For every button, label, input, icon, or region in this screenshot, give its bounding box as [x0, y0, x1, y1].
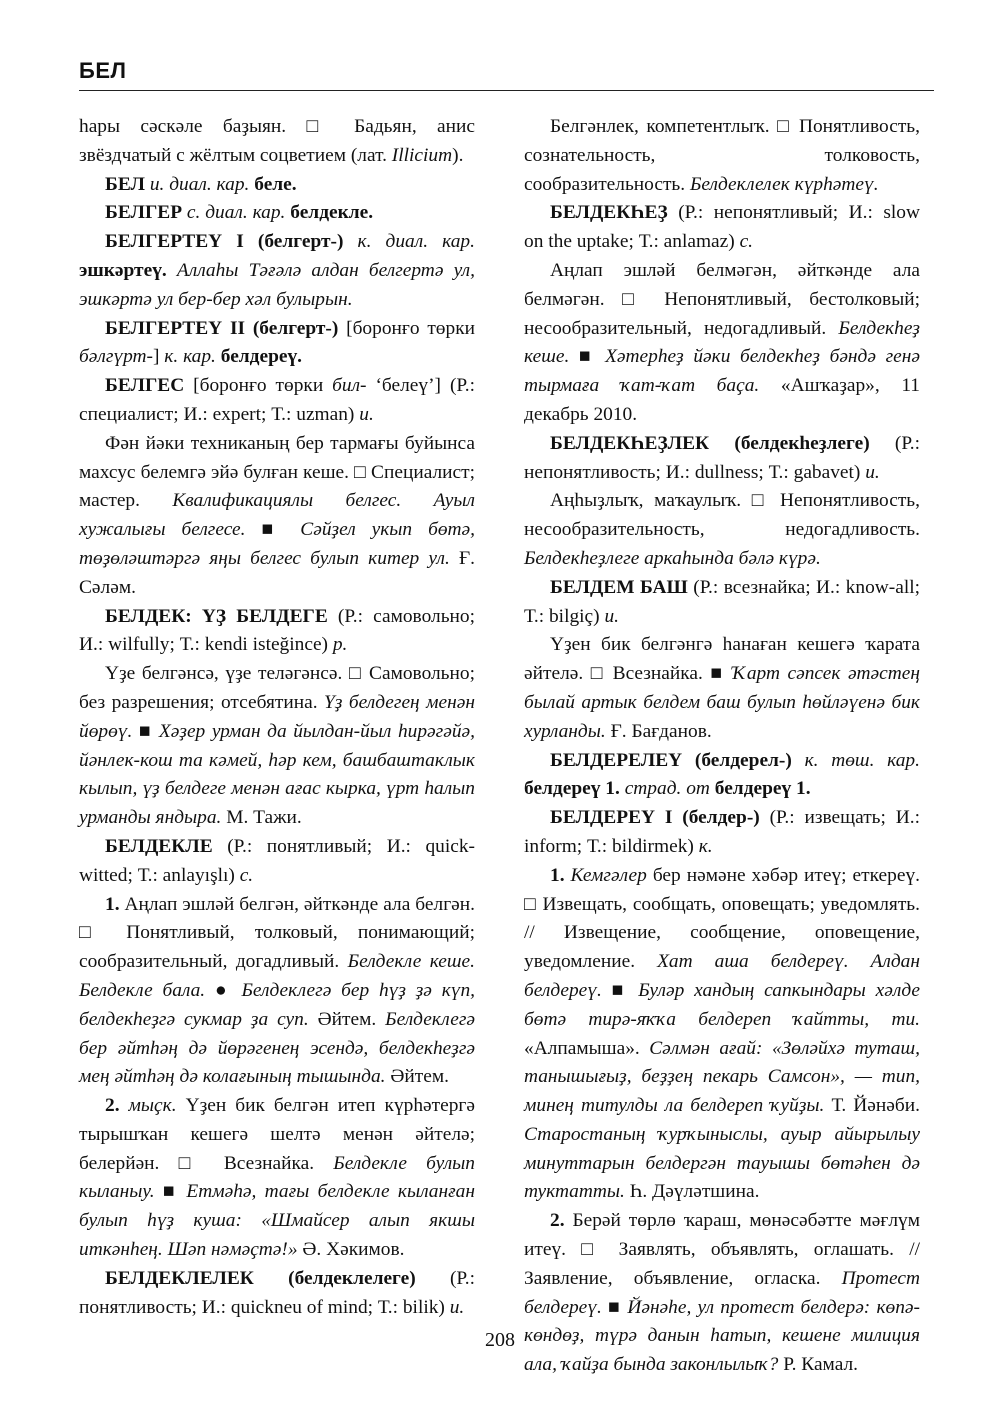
dictionary-paragraph: БЕЛДЕКҺЕҘЛЕК (белдекһеҙлеге) (Р.: непонятливость; И.: dullness; Т.: gabavet) и. [524, 432, 920, 483]
right-column [524, 113, 920, 1380]
header-rule [79, 90, 934, 91]
dictionary-paragraph: 2. мыҫк. Үҙен бик белгән итеп күрһәтергә тырышҡан кешегә шелтә менән әйтелә; белерйән. □ Всезнайка. Белдекле булып кыланыу. ■ Етмәһә, тағы белдекле кыланған булып һүҙ куша: «Шмайсер алып якшы иткәнһең. Шәп нәмәҫтә!» Ә. Хәкимов. [79, 1095, 475, 1261]
dictionary-paragraph: БЕЛГЕС [боронғо төрки бил- ‘белеү’] (Р.: специалист; И.: expert; Т.: uzman) и. [79, 375, 475, 425]
dictionary-paragraph: һары сәскәле баҙыян. □ Бадьян, анис звёздчатый с жёлтым соцветием (лат. Illicium). [79, 116, 475, 166]
dictionary-paragraph: БЕЛ и. диал. кар. беле. [105, 173, 297, 195]
dictionary-paragraph: Фән йәки техниканың бер тармағы буйынса махсус белемгә эйә булған кеше. □ Специалист; мастер. Квалификациялы белгес. Ауыл хужалығы белгесе. ■ Сәйҙел укып бөтә, төҙөләштәргә яңы белгес булып китер ул. Ғ. Сәләм. [79, 432, 475, 598]
dictionary-paragraph: БЕЛДЕКЛЕЛЕК (белдеклелеге) (Р.: понятливость; И.: quickneu of mind; Т.: bilik) и. [79, 1267, 475, 1318]
dictionary-paragraph: БЕЛГЕРТЕҮ II (белгерт-) [боронғо төрки бәлгүрт-] к. кар. белдереү. [79, 317, 475, 368]
dictionary-paragraph: БЕЛДЕРЕЛЕҮ (белдерел-) к. төш. кар. белдереү 1. страд. от белдереү 1. [524, 749, 920, 800]
dictionary-paragraph: БЕЛГЕР с. диал. кар. белдекле. [105, 202, 374, 224]
dictionary-paragraph: БЕЛДЕМ БАШ (Р.: всезнайка; И.: know-all; Т.: bilgiç) и. [524, 576, 920, 627]
dictionary-paragraph: Аңһыҙлыҡ, маҡаулыҡ. □ Непонятливость, несообразительность, недогадливость. Белдекһеҙлеге аркаһында бәлә күрә. [524, 490, 920, 569]
dictionary-paragraph: БЕЛДЕКЛЕ (Р.: понятливый; И.: quick-witted; Т.: anlayışlı) с. [79, 835, 475, 886]
dictionary-paragraph: БЕЛДЕКҺЕҘ (Р.: непонятливый; И.: slow on the uptake; Т.: anlamaz) с. [524, 202, 920, 253]
dictionary-paragraph: БЕЛГЕРТЕҮ I (белгерт-) к. диал. кар. эшкәртеү. Аллаһы Тәғәлә алдан белгертә ул, эшкәртә ул бер-бер хәл булырын. [79, 231, 475, 310]
dictionary-paragraph: 2. Берәй төрлө ҡараш, мөнәсәбәтте мәғлүм итеү. □ Заявлять, объявлять, оглашать. // Заявление, объявление, огласка. Протест белдереү. ■ Йәнәһе, ул протест белдерә: көпә-көндөҙ, түрә данын һатып, кешене милиция ала, ҡайҙа бында законлылыҡ? Р. Камал. [524, 1210, 920, 1376]
dictionary-paragraph: БЕЛДЕК: ҮҘ БЕЛДЕГЕ (Р.: самовольно; И.: wilfully; Т.: kendi isteğince) р. [79, 605, 475, 656]
dictionary-paragraph: Белгәнлек, компетентлыҡ. □ Понятливость, сознательность, толковость, сообразительность. Белдеклелек күрһәтеү. [524, 116, 920, 195]
page-number: 208 [485, 1329, 515, 1351]
dictionary-paragraph: Аңлап эшләй белмәгән, әйткәнде ала белмәгән. □ Непонятливый, бестолковый; несообразительный, недогадливый. Белдекһеҙ кеше. ■ Хәтерһеҙ йәки белдекһеҙ бәндә генә тырмаға ҡат-ҡат баҫа. «Ашҡаҙар», 11 декабрь 2010. [524, 259, 920, 425]
dictionary-paragraph: Үҙен бик белгәнгә һанаған кешегә ҡарата әйтелә. □ Всезнайка. ■ Ҡарт сәпсек әтәстең былай артык белдем баш булып һөйләүенә бик хурланды. Ғ. Бағданов. [524, 634, 921, 742]
running-head: БЕЛ [79, 58, 127, 83]
dictionary-paragraph: Үҙе белгәнсә, үҙе теләгәнсә. □ Самовольно; без разрешения; отсебятина. Үҙ белдегең менән йөрөү. ■ Хәҙер урман да йылдан-йыл һирәгәйә, йәнлек-кош та кәмей, һәр кем, башбаштаклык кылып, үҙ белдеге менән ағас кырка, үрт һалып урманды яндыра. М. Тажи. [79, 663, 475, 829]
dictionary-paragraph: 1. Аңлап эшләй белгән, әйткәнде ала белгән. □ Понятливый, толковый, понимающий; сообразительный, догадливый. Белдекле кеше. Белдекле бала. ● Белдеклегә бер һүҙ ҙә күп, белдекһеҙгә сукмар ҙа суп. Әйтем. Белдеклегә бер әйтһәң дә йөрәгенең эсендә, белдекһеҙгә мең әйтһәң дә колағының тышында. Әйтем. [79, 893, 475, 1088]
dictionary-paragraph: БЕЛДЕРЕҮ I (белдер-) (Р.: извещать; И.: inform; Т.: bildirmek) к. [524, 807, 920, 857]
dictionary-paragraph: 1. Кемгәлер бер нәмәне хәбәр итеү; еткереү. □ Извещать, сообщать, оповещать; уведомлять. // Извещение, сообщение, оповещение, уведомление. Хат аша белдереү. Алдан белдереү. ■ Буләр хандың сапкындары хәлде бөтә тирә-яҡҡа белдереп ҡайтты, ти. «Алпамыша». Сәлмән ағай: «Зөләйхә туташ, танышығыҙ, беҙҙең пекарь Самсон», — тип, минең титулды ла белдереп ҡуйҙы. Т. Йәнәби. Старостаның ҡурҡыныслы, ауыр айырылыу минуттарын белдергән тауышы бөтәһен дә туктатты. Һ. Дәүләтшина. [524, 864, 920, 1203]
left-column [79, 113, 475, 1322]
